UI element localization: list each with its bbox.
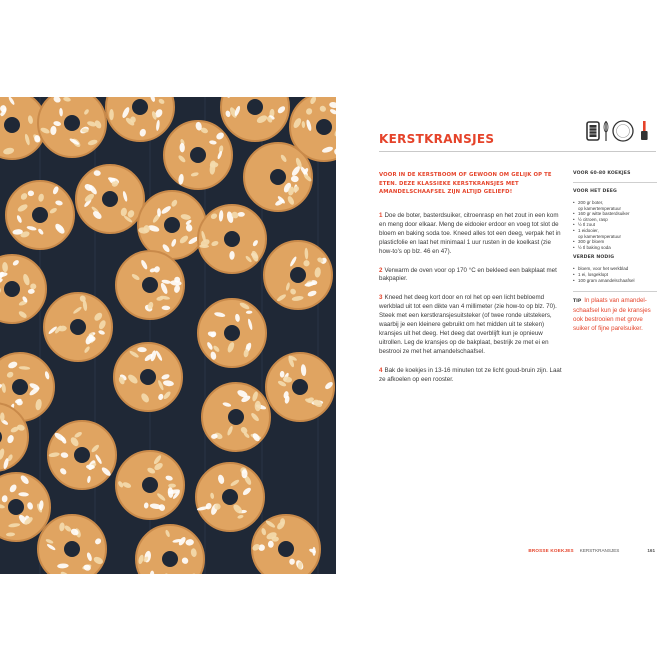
cookies-on-board-image	[0, 97, 336, 574]
bullet: •	[573, 266, 575, 272]
extra-ingredient-list	[573, 266, 657, 283]
ingredient-item	[573, 245, 657, 251]
tool-icons	[585, 119, 655, 143]
tip-label: TIP	[573, 299, 582, 305]
cookie	[6, 181, 74, 249]
bullet: •	[573, 244, 575, 250]
bullet: •	[573, 271, 575, 277]
bullet: •	[573, 227, 575, 233]
plate-icon	[613, 121, 633, 141]
ingredient-text: op kamertemperatuur	[578, 205, 622, 211]
cookie	[116, 451, 184, 519]
bullet: •	[573, 211, 575, 217]
ingredient-text: 300 gr bloem	[578, 239, 605, 245]
ingredient-text: 1 eidooier,	[578, 227, 599, 233]
cookie	[38, 515, 106, 574]
step-number: 3	[379, 294, 383, 302]
bullet: •	[573, 216, 575, 222]
cookie	[264, 241, 332, 309]
ingredient-text: 1 ei, losgeklopt	[578, 271, 609, 277]
dough-ingredient-list	[573, 200, 657, 250]
footer-section: BROSSE KOEKJES	[528, 548, 574, 553]
ingredient-text: ½ tl zout	[578, 222, 596, 228]
step-text: Bak de koekjes in 13-16 minuten tot ze licht goud-bruin zijn. Laat ze afkoelen op een rooster.	[379, 366, 562, 383]
cookie	[202, 383, 270, 451]
step	[379, 367, 565, 385]
cookie	[196, 463, 264, 531]
ingredients-sidebar	[573, 171, 657, 334]
tip-box	[573, 291, 657, 334]
ingredient-text: ½ citroen, rasp	[578, 216, 608, 222]
recipe-steps	[379, 212, 565, 395]
step-number: 1	[379, 212, 383, 219]
page-number: 161	[647, 548, 655, 553]
step	[379, 212, 565, 257]
ingredient-text: 100 gram amandelschaafsel	[578, 277, 635, 283]
cookies-photo	[0, 97, 336, 574]
whisk-icon	[604, 121, 608, 141]
ingredient-text: 160 gr witte basterdsuiker	[578, 211, 630, 217]
title-divider	[379, 151, 656, 152]
extra-heading: VERDER NODIG	[573, 255, 615, 261]
cookie	[266, 353, 334, 421]
bullet: •	[573, 200, 575, 205]
step-text: Kneed het deeg kort door en rol het op een licht bebloemd werkblad uit tot een dikte van 4 millimeter (zie how-to op blz. 70). Steek met een kerstkransjesuitsteker (of twee ronde uitstekers, waarbij je een kleinere gebruikt om het midden uit te steken) kransjes uit het deeg. Het deeg dat overblijft kun je opnieuw uitrollen. Leg de kransjes op de bakplaat, bestrijk ze met ei en bestrooi ze met het amandelschaafsel.	[379, 294, 557, 355]
cookie	[164, 121, 232, 189]
step-text: Verwarm de oven voor op 170 °C en bekleed een bakplaat met bakpapier.	[379, 266, 557, 283]
recipe-title: KERSTKRANSJES	[379, 132, 495, 146]
cookie	[198, 205, 266, 273]
recipe-intro: VOOR IN DE KERSTBOOM OF GEWOON OM GELIJK OP TE ETEN. DEZE KLASSIEKE KERSTKRANSJES MET AMANDELSCHAAFSEL ZIJN ALTIJD GELIEFD!	[379, 172, 552, 196]
ingredient-text: bloem, voor het werkblad	[578, 266, 629, 272]
cookie	[48, 421, 116, 489]
bullet: •	[573, 277, 575, 283]
ingredient-item	[573, 278, 657, 284]
footer-chapter: KERSTKRANSJES	[579, 548, 620, 553]
tip-text: In plaats van amandel-schaafsel kun je de kransjes ook bestrooien met grove suiker of fijne parelsuiker.	[573, 297, 651, 332]
cookie	[38, 97, 106, 157]
step-number: 2	[379, 266, 383, 274]
cookie	[116, 251, 184, 319]
cookie	[114, 343, 182, 411]
cookie	[198, 299, 266, 367]
step	[379, 267, 565, 285]
divider	[573, 182, 657, 183]
cookie	[76, 165, 144, 233]
page-footer	[528, 548, 655, 553]
recipe-page	[336, 97, 670, 574]
grater-icon	[587, 122, 599, 140]
ingredient-text: 200 gr boter,	[578, 200, 604, 205]
yield-heading: VOOR 60-80 KOEKJES	[573, 171, 631, 176]
cookie	[44, 293, 112, 361]
bullet: •	[573, 222, 575, 228]
ingredient-text: op kamertemperatuur	[578, 233, 622, 239]
bullet: •	[573, 239, 575, 245]
brush-icon	[641, 121, 648, 140]
step-number: 4	[379, 366, 383, 374]
step	[379, 294, 565, 356]
cookie	[138, 191, 206, 259]
ingredient-text: ½ tl baking soda	[578, 244, 611, 250]
step-text: Doe de boter, basterdsuiker, citroenrasp en het zout in een kom en meng door elkaar. Meng de eidooier erdoor en voeg tot slot de bloem en baking soda toe. Kneed alles tot een deeg, verpak het in plasticfolie en laat het minimaal 1 uur rusten in de koelkast (zie how-to's op blz. 46 en 47).	[379, 212, 561, 255]
dough-heading: VOOR HET DEEG	[573, 189, 617, 194]
